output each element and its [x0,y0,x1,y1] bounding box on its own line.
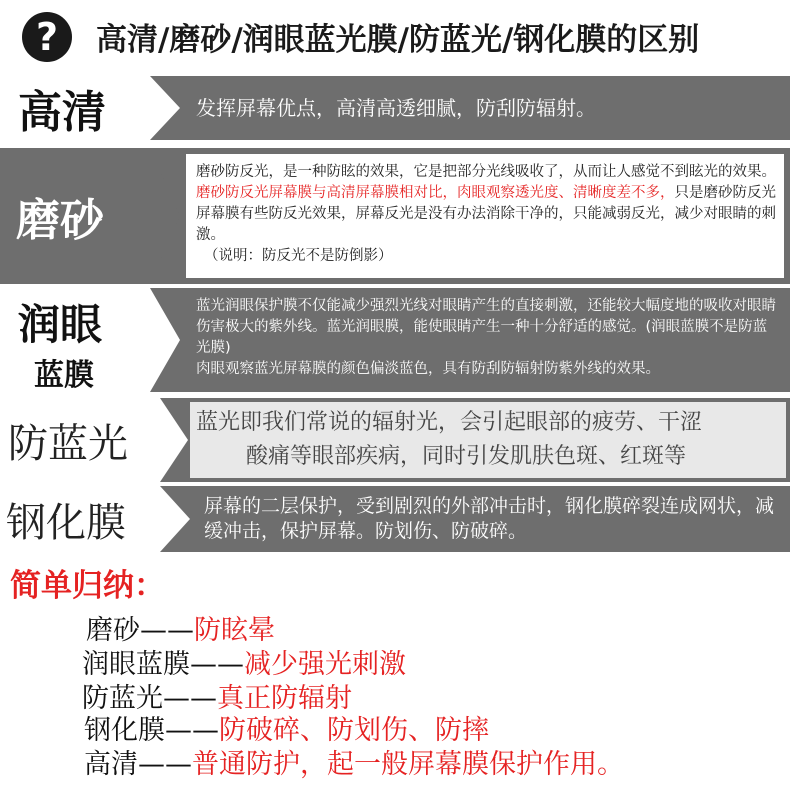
row-desc-blue-eye [196,296,776,380]
row-label-hd: 高清 [18,87,106,138]
desc-text: 蓝光润眼保护膜不仅能减少强烈光线对眼睛产生的直接刺激，还能较大幅度地的吸收对眼睛伤害极大的紫外线。蓝光润眼膜，能使眼睛产生一种十分舒适的感觉。(润眼蓝膜不是防蓝光膜) [196,298,776,356]
summary-value: 减少强光刺激 [244,649,406,680]
summary-dash: —— [163,683,217,714]
row-desc-matte [196,162,776,267]
row-desc-anti-blue [196,406,786,474]
desc-text: 蓝光即我们常说的辐射光，会引起眼部的疲劳、干涩 [196,410,703,435]
row-label-blue-eye [0,288,150,392]
question-icon: ? [22,12,72,62]
row-label-anti-blue: 防蓝光 [8,420,128,467]
summary-value: 普通防护，起一般屏幕膜保护作用。 [192,749,624,780]
summary-key: 防蓝光 [82,683,163,714]
summary-dash: —— [165,715,219,746]
desc-text: 只是磨砂防反光屏幕膜有些防反光效果，屏幕反光是没有办法消除干净的，只能减弱反光，减少对眼睛的刺激。 [196,185,776,243]
row-hd [0,76,790,140]
row-desc-tempered: 屏幕的二层保护，受到剧烈的外部冲击时，钢化膜碎裂连成网状，减缓冲击，保护屏幕。防划伤、防破碎。 [204,495,775,542]
summary-title: 简单归纳： [10,568,165,604]
desc-text: 磨砂防反光，是一种防眩的效果，它是把部分光线吸收了，从而让人感觉不到眩光的效果。 [196,164,776,180]
desc-text: 肉眼观察蓝光屏幕膜的颜色偏淡蓝色，具有防刮防辐射防紫外线的效果。 [196,361,660,377]
page-title: 高清/磨砂/润眼蓝光膜/防蓝光/钢化膜的区别 [96,22,700,58]
row-anti-blue [0,398,790,482]
row-blue-eye [0,288,790,392]
header [0,0,790,70]
desc-highlight: 磨砂防反光屏幕膜与高清屏幕膜相对比，肉眼观察透光度、清晰度差不多， [196,185,675,201]
row-matte [0,148,790,284]
row-desc-hd: 发挥屏幕优点，高清高透细腻，防刮防辐射。 [196,96,596,120]
desc-note: （说明：防反光不是防倒影） [204,248,393,264]
summary-value: 防眩晕 [194,615,275,646]
summary-key: 磨砂 [86,615,140,646]
summary-dash: —— [138,749,192,780]
label-line-1: 润眼 [18,300,103,349]
summary-value: 防破碎、防划伤、防摔 [219,715,489,746]
summary-key: 钢化膜 [84,715,165,746]
summary-item [84,742,624,781]
desc-text: 酸痛等眼部疾病，同时引发肌肤色斑、红斑等 [246,444,687,469]
summary-key: 润眼蓝膜 [82,649,190,680]
summary-dash: —— [140,615,194,646]
summary-value: 真正防辐射 [217,683,352,714]
summary-dash: —— [190,649,244,680]
row-label-tempered: 钢化膜 [6,499,126,546]
label-line-2: 蓝膜 [34,358,94,393]
row-tempered [0,486,790,552]
row-label-matte: 磨砂 [16,195,104,246]
summary-key: 高清 [84,749,138,780]
